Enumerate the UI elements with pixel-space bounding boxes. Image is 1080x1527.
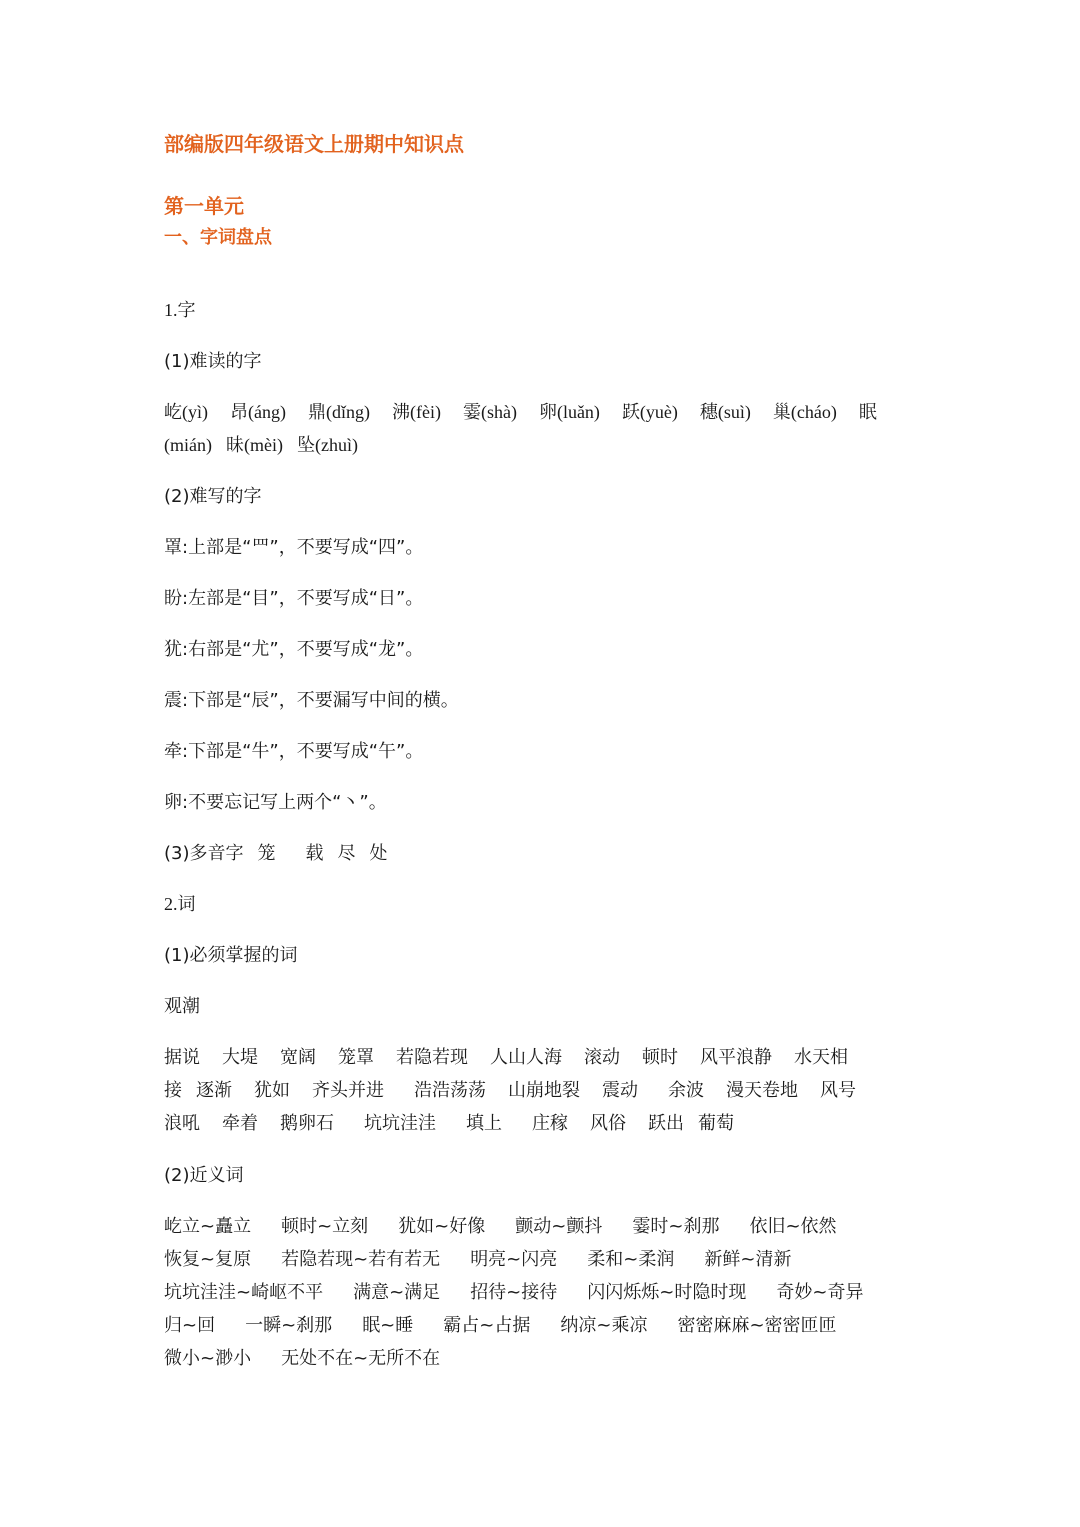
section-heading-text: 一、字词盘点 (164, 227, 272, 248)
hard-to-write-item: 盼:左部是“目”，不要写成“日”。 (164, 588, 424, 609)
synonym-pair: 眠~睡 (362, 1315, 414, 1336)
word-item: 齐头并进 (312, 1080, 384, 1101)
word-item: 接 (164, 1080, 182, 1101)
word-item: 鹅卵石 (280, 1113, 334, 1134)
synonym-pair: 依旧~依然 (749, 1216, 837, 1237)
subheading-synonyms: (2)近义词 (164, 1165, 244, 1186)
synonym-row (164, 1309, 924, 1342)
pinyin-item: 巢(cháo) (772, 402, 837, 422)
word-item: 风平浪静 (700, 1047, 772, 1068)
synonym-pair: 闪闪烁烁~时隐时现 (587, 1282, 747, 1303)
word-item: 余波 (668, 1080, 704, 1101)
synonym-pair: 霸占~占据 (443, 1315, 531, 1336)
synonym-pair: 若隐若现~若有若无 (281, 1249, 441, 1270)
pinyin-item: 穗(suì) (699, 402, 751, 422)
synonym-pair: 新鲜~清新 (704, 1249, 792, 1270)
pinyin-item: 眠 (858, 402, 877, 422)
document-page (164, 126, 924, 1380)
polyphone-char: 载 (305, 843, 324, 864)
polyphone-char: 笼 (257, 843, 276, 864)
section-heading (164, 227, 924, 294)
synonym-pair: 明亮~闪亮 (470, 1249, 558, 1270)
word-item: 人山人海 (490, 1047, 562, 1068)
synonym-row (164, 1243, 924, 1276)
word-item: 浩浩荡荡 (414, 1080, 486, 1101)
hard-to-write-item: 震:下部是“辰”，不要漏写中间的横。 (164, 690, 459, 711)
polyphone-char: 处 (369, 843, 388, 864)
subheading-hard-to-write: (2)难写的字 (164, 486, 262, 507)
synonym-row (164, 1210, 924, 1243)
synonym-pair: 无处不在~无所不在 (281, 1348, 441, 1369)
synonym-pair: 恢复~复原 (164, 1249, 252, 1270)
synonym-pair: 归~回 (164, 1315, 216, 1336)
pinyin-item: 霎(shà) (462, 402, 517, 422)
synonym-pair: 微小~渺小 (164, 1348, 252, 1369)
word-item: 笼罩 (338, 1047, 374, 1068)
synonym-pair: 顿时~立刻 (281, 1216, 369, 1237)
hard-to-write-item: 卵:不要忘记写上两个“丶”。 (164, 792, 387, 813)
subheading-must-know-words: (1)必须掌握的词 (164, 945, 298, 966)
polyphone-label: (3)多音字 (164, 843, 244, 864)
hard-to-read-row (164, 396, 924, 429)
document-title: 部编版四年级语文上册期中知识点 (164, 132, 464, 156)
synonym-pair: 一瞬~刹那 (245, 1315, 333, 1336)
polyphone-line (164, 837, 924, 888)
pinyin-item: 沸(fèi) (391, 402, 441, 422)
synonym-pair: 满意~满足 (353, 1282, 441, 1303)
word-row (164, 1107, 924, 1140)
word-item: 浪吼 (164, 1113, 200, 1134)
hard-to-read-list (164, 396, 924, 480)
word-item: 跃出 (648, 1113, 684, 1134)
pinyin-item: (mián) (164, 435, 212, 455)
word-item: 填上 (466, 1113, 502, 1134)
subheading-hard-to-read: (1)难读的字 (164, 351, 262, 372)
word-item: 山崩地裂 (508, 1080, 580, 1101)
word-item: 漫天卷地 (726, 1080, 798, 1101)
synonym-row (164, 1342, 924, 1375)
synonym-pair: 颤动~颤抖 (515, 1216, 603, 1237)
synonym-pair: 招待~接待 (470, 1282, 558, 1303)
hard-to-read-row (164, 429, 924, 462)
subheading-characters: 1.字 (164, 300, 196, 320)
word-item: 震动 (602, 1080, 638, 1101)
pinyin-item: 昧(mèi) (225, 435, 283, 455)
pinyin-item: 昂(áng) (230, 402, 286, 422)
synonym-row (164, 1276, 924, 1309)
word-item: 风号 (820, 1080, 856, 1101)
word-item: 风俗 (590, 1113, 626, 1134)
word-item: 犹如 (254, 1080, 290, 1101)
pinyin-item: 跃(yuè) (621, 402, 678, 422)
pinyin-item: 卵(luǎn) (538, 402, 600, 422)
word-item: 坑坑洼洼 (364, 1113, 436, 1134)
synonym-pair: 坑坑洼洼~崎岖不平 (164, 1282, 324, 1303)
synonym-list (164, 1210, 924, 1380)
word-item: 牵着 (222, 1113, 258, 1134)
synonym-pair: 霎时~刹那 (632, 1216, 720, 1237)
word-item: 据说 (164, 1047, 200, 1068)
hard-to-write-item: 犹:右部是“尤”，不要写成“龙”。 (164, 639, 424, 660)
word-item: 顿时 (642, 1047, 678, 1068)
word-item: 大堤 (222, 1047, 258, 1068)
synonym-pair: 柔和~柔润 (587, 1249, 675, 1270)
word-item: 水天相 (794, 1047, 848, 1068)
word-item: 逐渐 (196, 1080, 232, 1101)
synonym-pair: 纳凉~乘凉 (560, 1315, 648, 1336)
synonym-pair: 密密麻麻~密密匝匝 (677, 1315, 837, 1336)
word-item: 庄稼 (532, 1113, 568, 1134)
word-item: 宽阔 (280, 1047, 316, 1068)
synonym-pair: 奇妙~奇异 (776, 1282, 864, 1303)
unit-heading: 第一单元 (164, 194, 244, 218)
must-know-word-list (164, 1041, 924, 1159)
pinyin-item: 坠(zhuì) (296, 435, 358, 455)
pinyin-item: 屹(yì) (164, 402, 208, 422)
word-item: 若隐若现 (396, 1047, 468, 1068)
synonym-pair: 屹立~矗立 (164, 1216, 252, 1237)
pinyin-item: 鼎(dǐng) (307, 402, 370, 422)
polyphone-char: 尽 (337, 843, 356, 864)
hard-to-write-item: 牵:下部是“牛”，不要写成“午”。 (164, 741, 424, 762)
word-row (164, 1074, 924, 1107)
subheading-words: 2.词 (164, 894, 196, 914)
hard-to-write-item: 罩:上部是“罒”，不要写成“四”。 (164, 537, 424, 558)
word-row (164, 1041, 924, 1074)
word-item: 葡萄 (698, 1113, 734, 1134)
word-item: 滚动 (584, 1047, 620, 1068)
lesson-name: 观潮 (164, 996, 200, 1017)
synonym-pair: 犹如~好像 (398, 1216, 486, 1237)
